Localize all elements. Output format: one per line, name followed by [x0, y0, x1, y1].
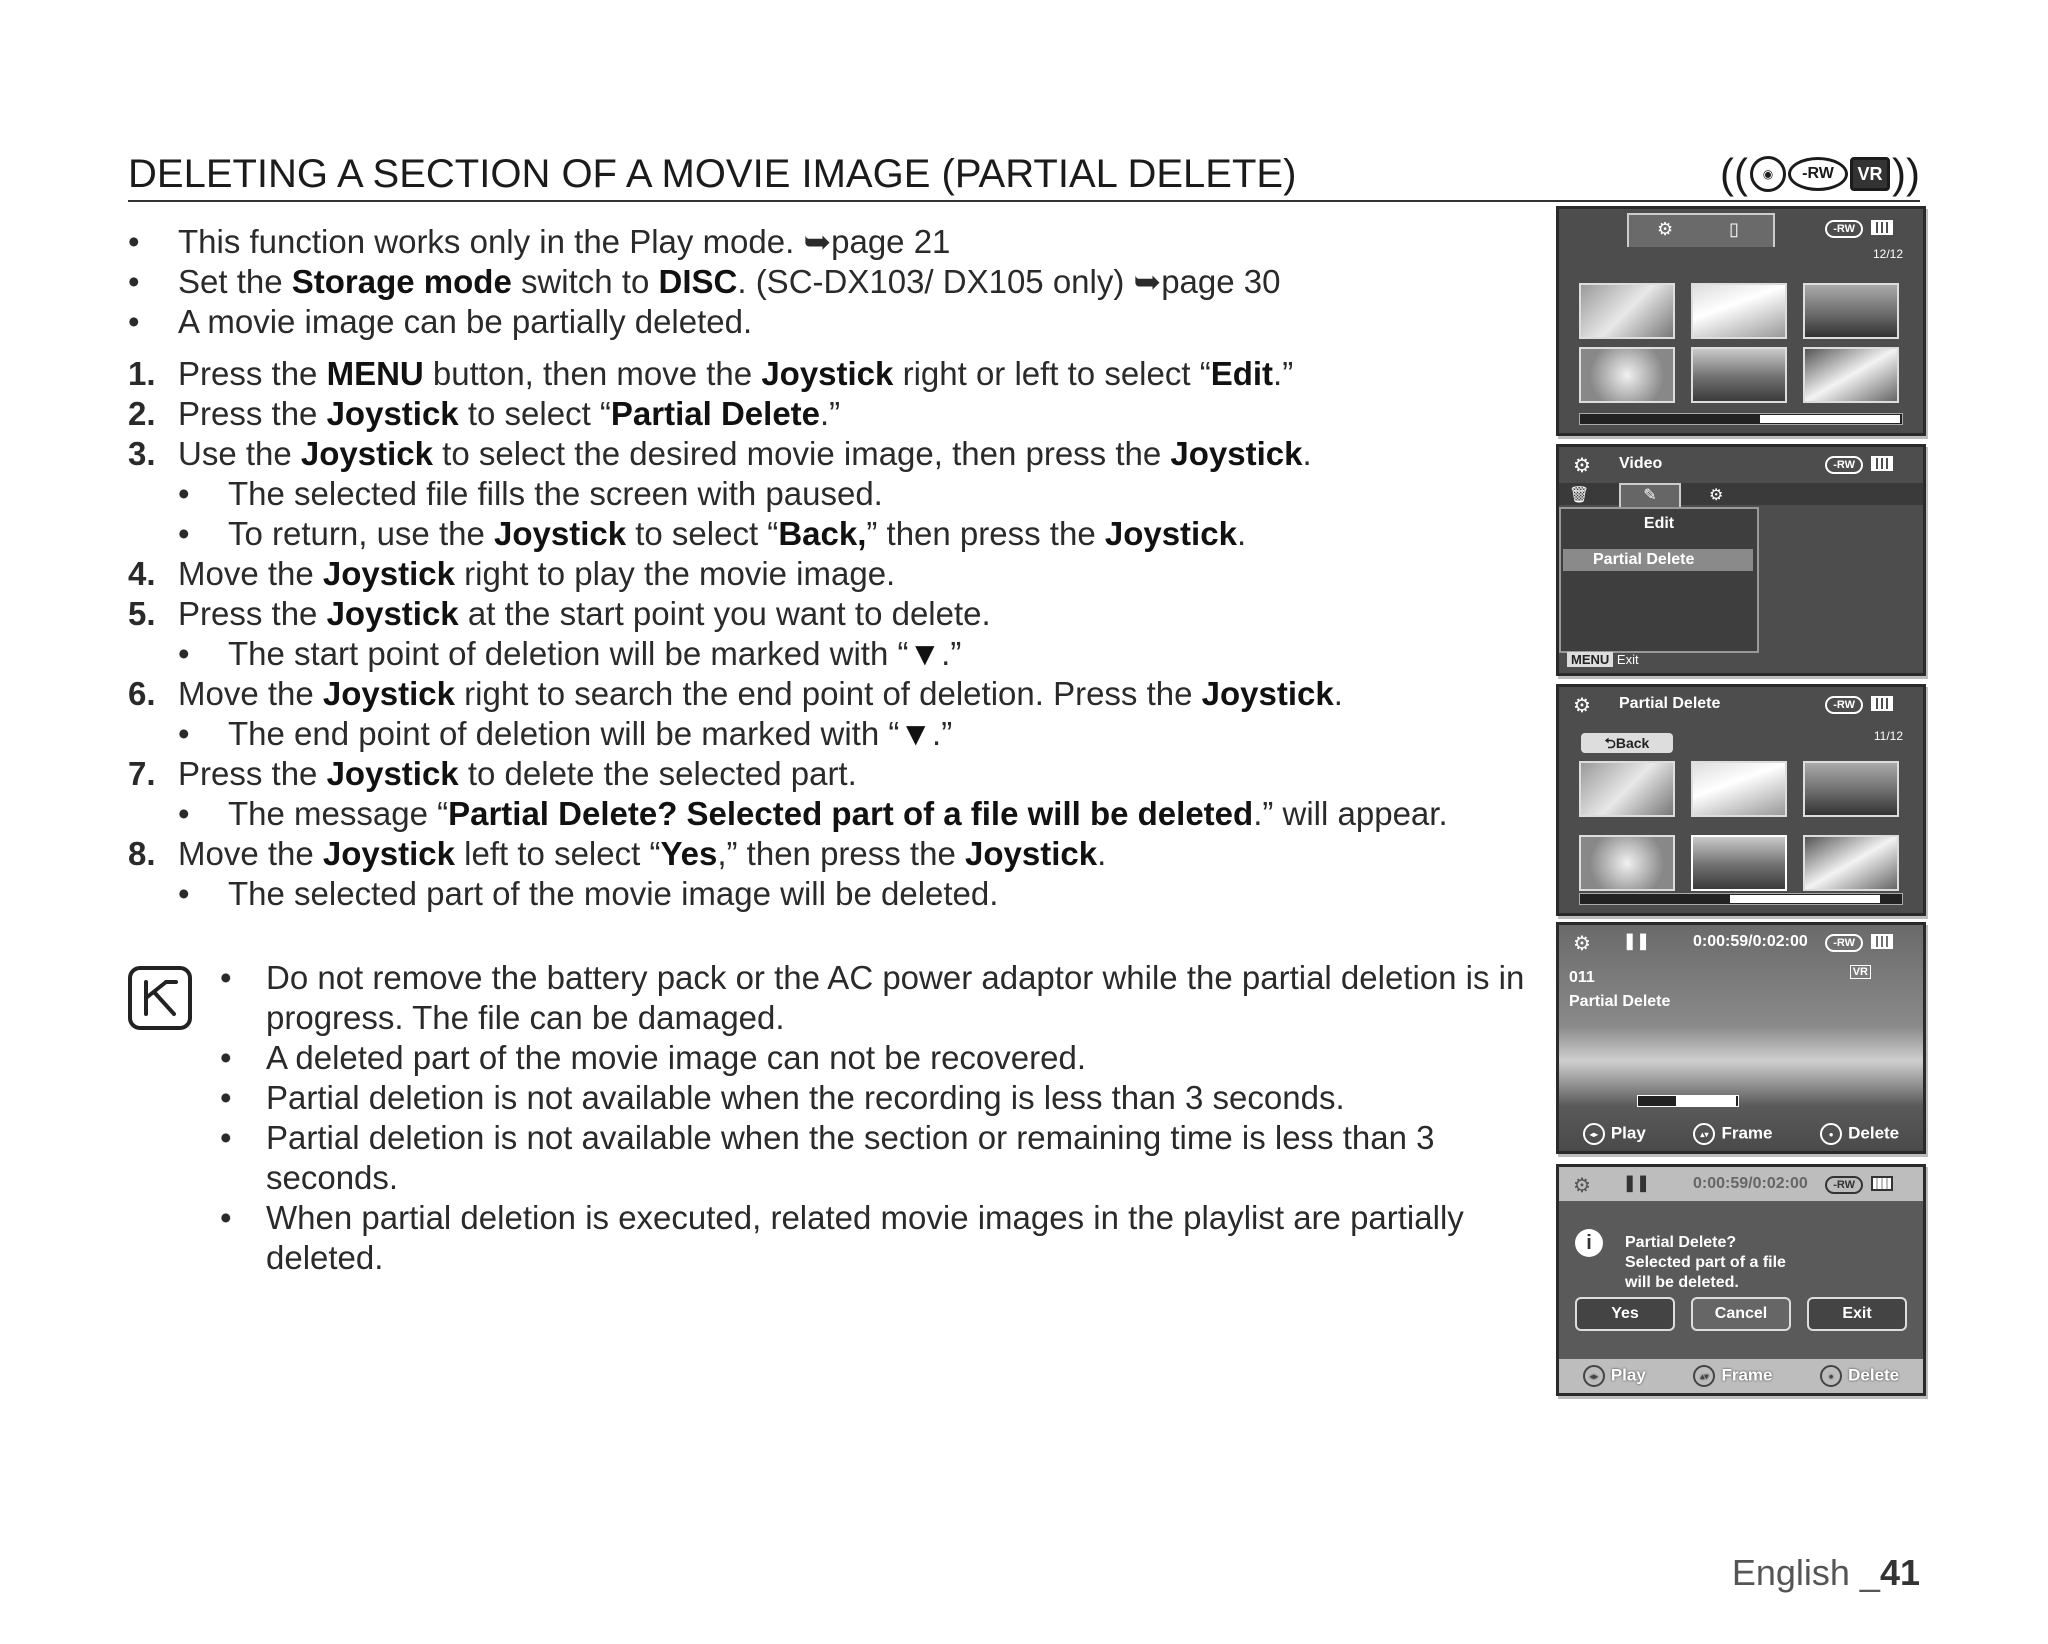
text-run: switch to — [511, 263, 659, 300]
scroll-knob[interactable] — [1730, 895, 1880, 903]
text-bold: DISC — [658, 263, 738, 300]
note-item: • When partial deletion is executed, related movie images in the playlist are partially deleted. — [214, 1198, 1534, 1278]
text-run: page 21 — [831, 223, 951, 260]
note-item: • Do not remove the battery pack or the AC power adaptor while the partial deletion is in progress. The file can be damaged. — [214, 958, 1534, 1038]
control-bar — [1559, 1117, 1923, 1151]
text-run: .” — [932, 715, 953, 752]
message-line: will be deleted. — [1625, 1274, 1739, 1291]
file-counter: 12/12 — [1872, 247, 1903, 261]
text-run: left to select “ — [455, 835, 661, 872]
rw-badge-icon: -RW — [1825, 220, 1863, 238]
video-mode-icon: ⚙ — [1573, 455, 1591, 477]
text-run: Press the — [178, 395, 327, 432]
footer-language: English _ — [1731, 1552, 1880, 1593]
text-run: Move the — [178, 555, 323, 592]
step-number: 6. — [128, 675, 156, 712]
text-bold: Back, — [778, 515, 867, 552]
text-run: button, then move the — [423, 355, 762, 392]
battery-icon — [1871, 220, 1893, 235]
step-number: 4. — [128, 555, 156, 592]
frame-control[interactable] — [1693, 1365, 1772, 1387]
status-icons — [1825, 219, 1893, 238]
text-run: ,” then press the — [717, 835, 965, 872]
vr-badge-icon: VR — [1850, 965, 1871, 979]
joystick-press-icon: ● — [1820, 1365, 1842, 1387]
step-number: 1. — [128, 355, 156, 392]
text-run: . (SC-DX103/ DX105 only) — [737, 263, 1134, 300]
rw-badge-icon: -RW — [1825, 1176, 1863, 1194]
step-8 — [128, 834, 1528, 874]
text-run: . — [1097, 835, 1107, 872]
text-run: The selected file fills the screen with paused. — [228, 475, 883, 512]
menu-key-label: MENU — [1567, 652, 1613, 667]
deletion-range — [1676, 1096, 1736, 1106]
text-bold: Joystick — [322, 675, 456, 712]
screen-partial-delete-select — [1556, 684, 1926, 916]
sub-bullet — [128, 874, 1528, 914]
step-6 — [128, 674, 1528, 714]
text-bold: Joystick — [322, 555, 456, 592]
step-number: 5. — [128, 595, 156, 632]
thumbnail[interactable] — [1803, 835, 1899, 891]
dimmed-top-bar — [1559, 1167, 1923, 1201]
step-4 — [128, 554, 1528, 594]
text-run: at the start point you want to delete. — [458, 595, 991, 632]
joystick-lr-icon: ◂▸ — [1583, 1123, 1605, 1145]
yes-button[interactable]: Yes — [1575, 1297, 1675, 1331]
text-run: right or left to select “ — [893, 355, 1211, 392]
note-pencil-icon — [128, 966, 192, 1030]
note-item: • Partial deletion is not available when the recording is less than 3 seconds. — [214, 1078, 1534, 1118]
delete-control[interactable] — [1820, 1123, 1899, 1145]
text-run: The message “ — [228, 795, 449, 832]
text-run: Move the — [178, 835, 323, 872]
pause-icon: ❚❚ — [1623, 933, 1650, 950]
mode-icons — [1720, 150, 1920, 198]
text-run: . — [1333, 675, 1343, 712]
scrollbar[interactable] — [1579, 413, 1903, 425]
screen-title: Partial Delete — [1619, 695, 1721, 712]
text-run: right to play the movie image. — [455, 555, 896, 592]
text-bold: Joystick — [326, 395, 459, 432]
sub-bullet — [128, 794, 1528, 834]
text-bold: Joystick — [1104, 515, 1237, 552]
text-bold: Joystick — [1201, 675, 1334, 712]
battery-icon — [1871, 696, 1893, 711]
step-7 — [128, 754, 1528, 794]
text-run: Press the — [178, 755, 327, 792]
disc-icon: ◉ — [1750, 156, 1786, 192]
rw-badge-icon: -RW — [1825, 696, 1863, 714]
text-run: . — [1236, 515, 1247, 552]
text-run: To return, use the — [228, 515, 494, 552]
tab-bar — [1627, 213, 1775, 247]
sub-bullet — [128, 474, 1528, 514]
text-run: right to search the end point of deletion. Press the — [455, 675, 1202, 712]
text-run: A movie image can be partially deleted. — [178, 303, 753, 340]
delete-label: Delete — [1848, 1365, 1900, 1385]
info-icon: i — [1575, 1229, 1603, 1257]
time-display: 0:00:59/0:02:00 — [1693, 933, 1808, 950]
scroll-knob[interactable] — [1760, 415, 1900, 423]
video-mode-icon: ⚙ — [1573, 695, 1591, 717]
step-5 — [128, 594, 1528, 634]
text-bold: Joystick — [322, 835, 456, 872]
sub-bullet — [128, 514, 1528, 554]
thumbnail[interactable] — [1579, 761, 1675, 817]
battery-icon — [1871, 456, 1893, 471]
pencil-icon[interactable]: ✎ — [1619, 483, 1681, 509]
marker-triangle-icon: ▼ — [908, 635, 942, 672]
video-mode-icon: ⚙ — [1573, 1175, 1591, 1197]
delete-label: Delete — [1848, 1123, 1900, 1143]
text-run: The selected part of the movie image will be deleted. — [228, 875, 999, 912]
thumbnail[interactable] — [1803, 283, 1899, 339]
screen-title: Video — [1619, 455, 1663, 472]
text-run: Press the — [178, 595, 327, 632]
text-run: to select “ — [458, 395, 611, 432]
step-number: 3. — [128, 435, 156, 472]
text-bold: Storage mode — [291, 263, 512, 300]
menu-item-partial-delete[interactable] — [1563, 549, 1753, 571]
message-line: Selected part of a file — [1625, 1254, 1786, 1271]
status-icons — [1825, 1175, 1893, 1194]
text-run: .” — [1273, 355, 1294, 392]
text-run: Move the — [178, 675, 323, 712]
video-mode-icon: ⚙ — [1573, 933, 1591, 955]
text-bold: Joystick — [964, 835, 1098, 872]
note-item: • A deleted part of the movie image can not be recovered. — [214, 1038, 1534, 1078]
instructions — [128, 222, 1528, 914]
sub-bullet — [128, 634, 1528, 674]
text-run: .” — [941, 635, 962, 672]
message-line: Partial Delete? — [1625, 1234, 1737, 1251]
exit-hint[interactable] — [1567, 652, 1639, 667]
menu-heading: Edit — [1643, 515, 1675, 532]
page-ref-arrow-icon: ➥ — [1133, 263, 1162, 300]
step-number: 7. — [128, 755, 156, 792]
play-label: Play — [1610, 1123, 1646, 1143]
thumbnail[interactable] — [1579, 283, 1675, 339]
vr-badge-icon: VR — [1850, 157, 1890, 191]
text-bold: Joystick — [493, 515, 627, 552]
time-display: 0:00:59/0:02:00 — [1693, 1175, 1808, 1192]
exit-button[interactable]: Exit — [1807, 1297, 1907, 1331]
text-run: ” then press the — [866, 515, 1105, 552]
scrollbar[interactable] — [1579, 893, 1903, 905]
delete-control[interactable] — [1820, 1365, 1899, 1387]
deletion-range-bar[interactable] — [1637, 1095, 1739, 1107]
step-1 — [128, 354, 1528, 394]
text-bold: MENU — [326, 355, 424, 392]
thumbnail[interactable] — [1579, 835, 1675, 891]
text-bold: Partial Delete — [610, 395, 821, 432]
joystick-lr-icon: ◂▸ — [1583, 1365, 1605, 1387]
text-run: to select the desired movie image, then press the — [433, 435, 1171, 472]
screen-confirm-dialog — [1556, 1164, 1926, 1396]
screen-playback — [1556, 922, 1926, 1154]
text-run: The end point of deletion will be marked with “ — [228, 715, 900, 752]
thumbnail[interactable] — [1803, 347, 1899, 403]
play-label: Play — [1610, 1365, 1646, 1385]
joystick-ud-icon: ▴▾ — [1693, 1365, 1715, 1387]
screen-edit-menu — [1556, 444, 1926, 676]
thumbnail[interactable] — [1691, 347, 1787, 403]
text-run: Set the — [178, 263, 292, 300]
bullet-item — [128, 262, 1528, 302]
text-bold: Partial Delete? Selected part of a file will be deleted — [448, 795, 1254, 832]
mode-label: Partial Delete — [1569, 993, 1671, 1010]
step-3 — [128, 434, 1528, 474]
status-icons — [1825, 933, 1893, 952]
text-run: This function works only in the Play mode. — [178, 223, 804, 260]
page-footer — [1732, 1552, 1920, 1594]
step-2 — [128, 394, 1528, 434]
frame-label: Frame — [1721, 1123, 1773, 1143]
bullet-item — [128, 222, 1528, 262]
menu-item-label: Partial Delete — [1593, 551, 1695, 568]
rw-badge-icon: -RW — [1788, 157, 1848, 191]
paren-close: )) — [1892, 150, 1920, 197]
text-bold: Yes — [660, 835, 718, 872]
notes-list — [214, 958, 1534, 1278]
rw-badge-icon: -RW — [1825, 934, 1863, 952]
text-run: . — [1302, 435, 1312, 472]
step-number: 2. — [128, 395, 156, 432]
note-item: • Partial deletion is not available when the section or remaining time is less than 3 seconds. — [214, 1118, 1534, 1198]
gear-icon: ⚙ — [1709, 487, 1724, 504]
play-control[interactable] — [1583, 1123, 1646, 1145]
status-icons — [1825, 455, 1893, 474]
status-icons — [1825, 695, 1893, 714]
sub-bullet — [128, 714, 1528, 754]
play-control[interactable] — [1583, 1365, 1646, 1387]
text-run: to select “ — [626, 515, 779, 552]
text-bold: Joystick — [326, 755, 459, 792]
step-number: 8. — [128, 835, 156, 872]
text-run: to delete the selected part. — [458, 755, 857, 792]
video-tab-icon: ⚙ — [1657, 219, 1674, 239]
page-number: 41 — [1879, 1552, 1920, 1593]
trash-icon: 🗑 — [1569, 487, 1590, 504]
text-run: Use the — [178, 435, 301, 472]
back-arrow-icon: ⮌ — [1604, 735, 1616, 751]
menu-tab-row — [1559, 483, 1923, 505]
page-title: DELETING A SECTION OF A MOVIE IMAGE (PARTIAL DELETE) — [128, 152, 1297, 196]
frame-control[interactable] — [1693, 1123, 1772, 1145]
screen-thumbnail-view — [1556, 206, 1926, 436]
back-button[interactable] — [1581, 733, 1673, 753]
pause-icon: ❚❚ — [1623, 1175, 1650, 1192]
marker-triangle-icon: ▼ — [899, 715, 933, 752]
paren-open: (( — [1720, 150, 1749, 197]
file-counter: 11/12 — [1873, 729, 1903, 743]
text-run: Press the — [178, 355, 327, 392]
control-bar — [1559, 1359, 1923, 1393]
thumbnail-selected[interactable] — [1691, 835, 1787, 891]
thumbnail[interactable] — [1803, 761, 1899, 817]
battery-icon — [1871, 934, 1893, 949]
menu-panel — [1559, 507, 1759, 653]
text-run: .” — [820, 395, 841, 432]
page-ref-arrow-icon: ➥ — [803, 223, 832, 260]
text-run: .” will appear. — [1253, 795, 1448, 832]
exit-label: Exit — [1616, 652, 1639, 667]
frame-label: Frame — [1721, 1365, 1773, 1385]
text-bold: Joystick — [326, 595, 459, 632]
text-bold: Joystick — [300, 435, 433, 472]
bullet-item — [128, 302, 1528, 342]
text-run: The start point of deletion will be marked with “ — [228, 635, 909, 672]
thumbnail[interactable] — [1691, 283, 1787, 339]
back-label: Back — [1615, 735, 1650, 751]
text-bold: Joystick — [1170, 435, 1303, 472]
text-bold: Edit — [1210, 355, 1274, 392]
rw-badge-icon: -RW — [1825, 456, 1863, 474]
photo-tab-icon: ▯ — [1729, 219, 1739, 239]
title-row — [128, 148, 1920, 202]
cancel-button[interactable]: Cancel — [1691, 1297, 1791, 1331]
text-run: page 30 — [1161, 263, 1281, 300]
dialog-message — [1625, 1233, 1786, 1293]
thumbnail[interactable] — [1691, 761, 1787, 817]
joystick-press-icon: ● — [1820, 1123, 1842, 1145]
text-bold: Joystick — [761, 355, 894, 392]
file-number: 011 — [1569, 969, 1595, 986]
thumbnail[interactable] — [1579, 347, 1675, 403]
battery-icon — [1871, 1176, 1893, 1191]
joystick-ud-icon: ▴▾ — [1693, 1123, 1715, 1145]
